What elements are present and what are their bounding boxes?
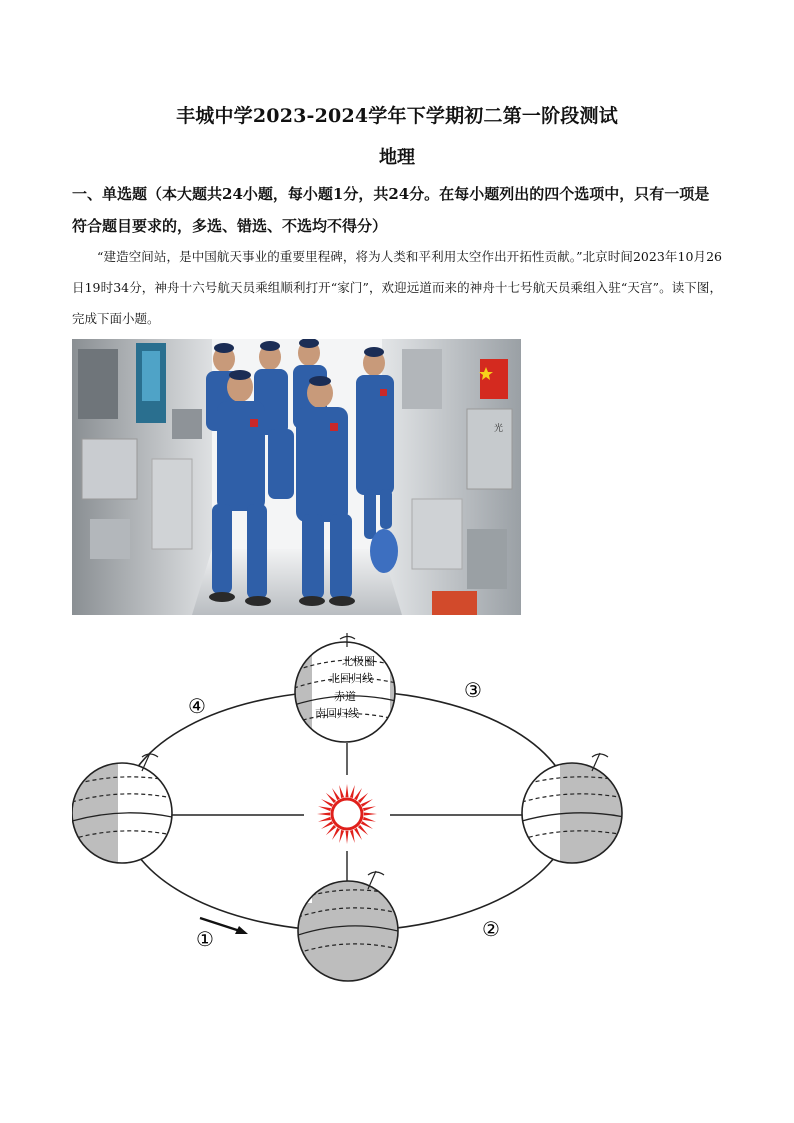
label-arctic-circle: 北极圈 [342, 655, 375, 668]
sun-ray [332, 828, 340, 840]
sun-ray [354, 828, 362, 840]
label-equator: 赤道 [334, 690, 356, 703]
earth-revolution-diagram [72, 625, 632, 1020]
sun-ray [326, 793, 336, 803]
passage-text: “建造空间站，是中国航天事业的重要里程碑，将为人类和平利用太空作出开拓性贡献。”北京时间2023年10月26日19时34分，神舟十六号航天员乘组顺利打开“家门”，欢迎远道而来的神舟十七号航天员乘组入驻“天宫”。读下图，完成下面小题。 [72, 249, 722, 326]
earth-bottom [298, 871, 398, 981]
position-label-1: ① [196, 927, 214, 951]
sun-ray [363, 817, 376, 822]
sun-ray [321, 799, 333, 807]
sun-ray [317, 813, 330, 816]
sun-ray [354, 788, 362, 800]
sun-ray [346, 831, 349, 844]
position-label-4: ④ [188, 694, 206, 718]
sun-ray [350, 830, 355, 843]
sun-ray [363, 806, 376, 811]
earth-right [522, 753, 624, 865]
subject-title: 地理 [379, 147, 415, 168]
passage-paragraph [72, 241, 722, 334]
sun-ray [326, 825, 336, 835]
sun-ray [339, 830, 344, 843]
sun-icon [317, 784, 377, 844]
sun-ray [358, 825, 368, 835]
sun-ray [332, 788, 340, 800]
position-label-2: ② [482, 917, 500, 941]
sun-ray [339, 785, 344, 798]
sun-ray [364, 813, 377, 816]
flag-label: 光 [494, 424, 504, 434]
sun-ray [318, 817, 331, 822]
revolution-svg [72, 625, 632, 1020]
astronaut-photo [72, 339, 521, 615]
sun-ray [321, 821, 333, 829]
position-label-3: ③ [464, 678, 482, 702]
page-title: 丰城中学2023-2024学年下学期初二第一阶段测试 [176, 105, 618, 127]
sun-ray [350, 785, 355, 798]
sun-ray [346, 784, 349, 797]
sun-ray [361, 821, 373, 829]
section-heading: 一、单选题（本大题共24小题，每小题1分，共24分。在每小题列出的四个选项中，只有一项是符合题目要求的，多选、错选、不选均不得分） [72, 185, 710, 235]
sun-ray [358, 793, 368, 803]
earth-left [72, 753, 172, 865]
label-tropic-capricorn: 南回归线 [315, 707, 359, 720]
sun-ray [361, 799, 373, 807]
astronaut-photo-image [72, 339, 521, 615]
sun-ray [318, 806, 331, 811]
earth-top [294, 633, 400, 751]
label-tropic-cancer: 北回归线 [329, 672, 373, 685]
